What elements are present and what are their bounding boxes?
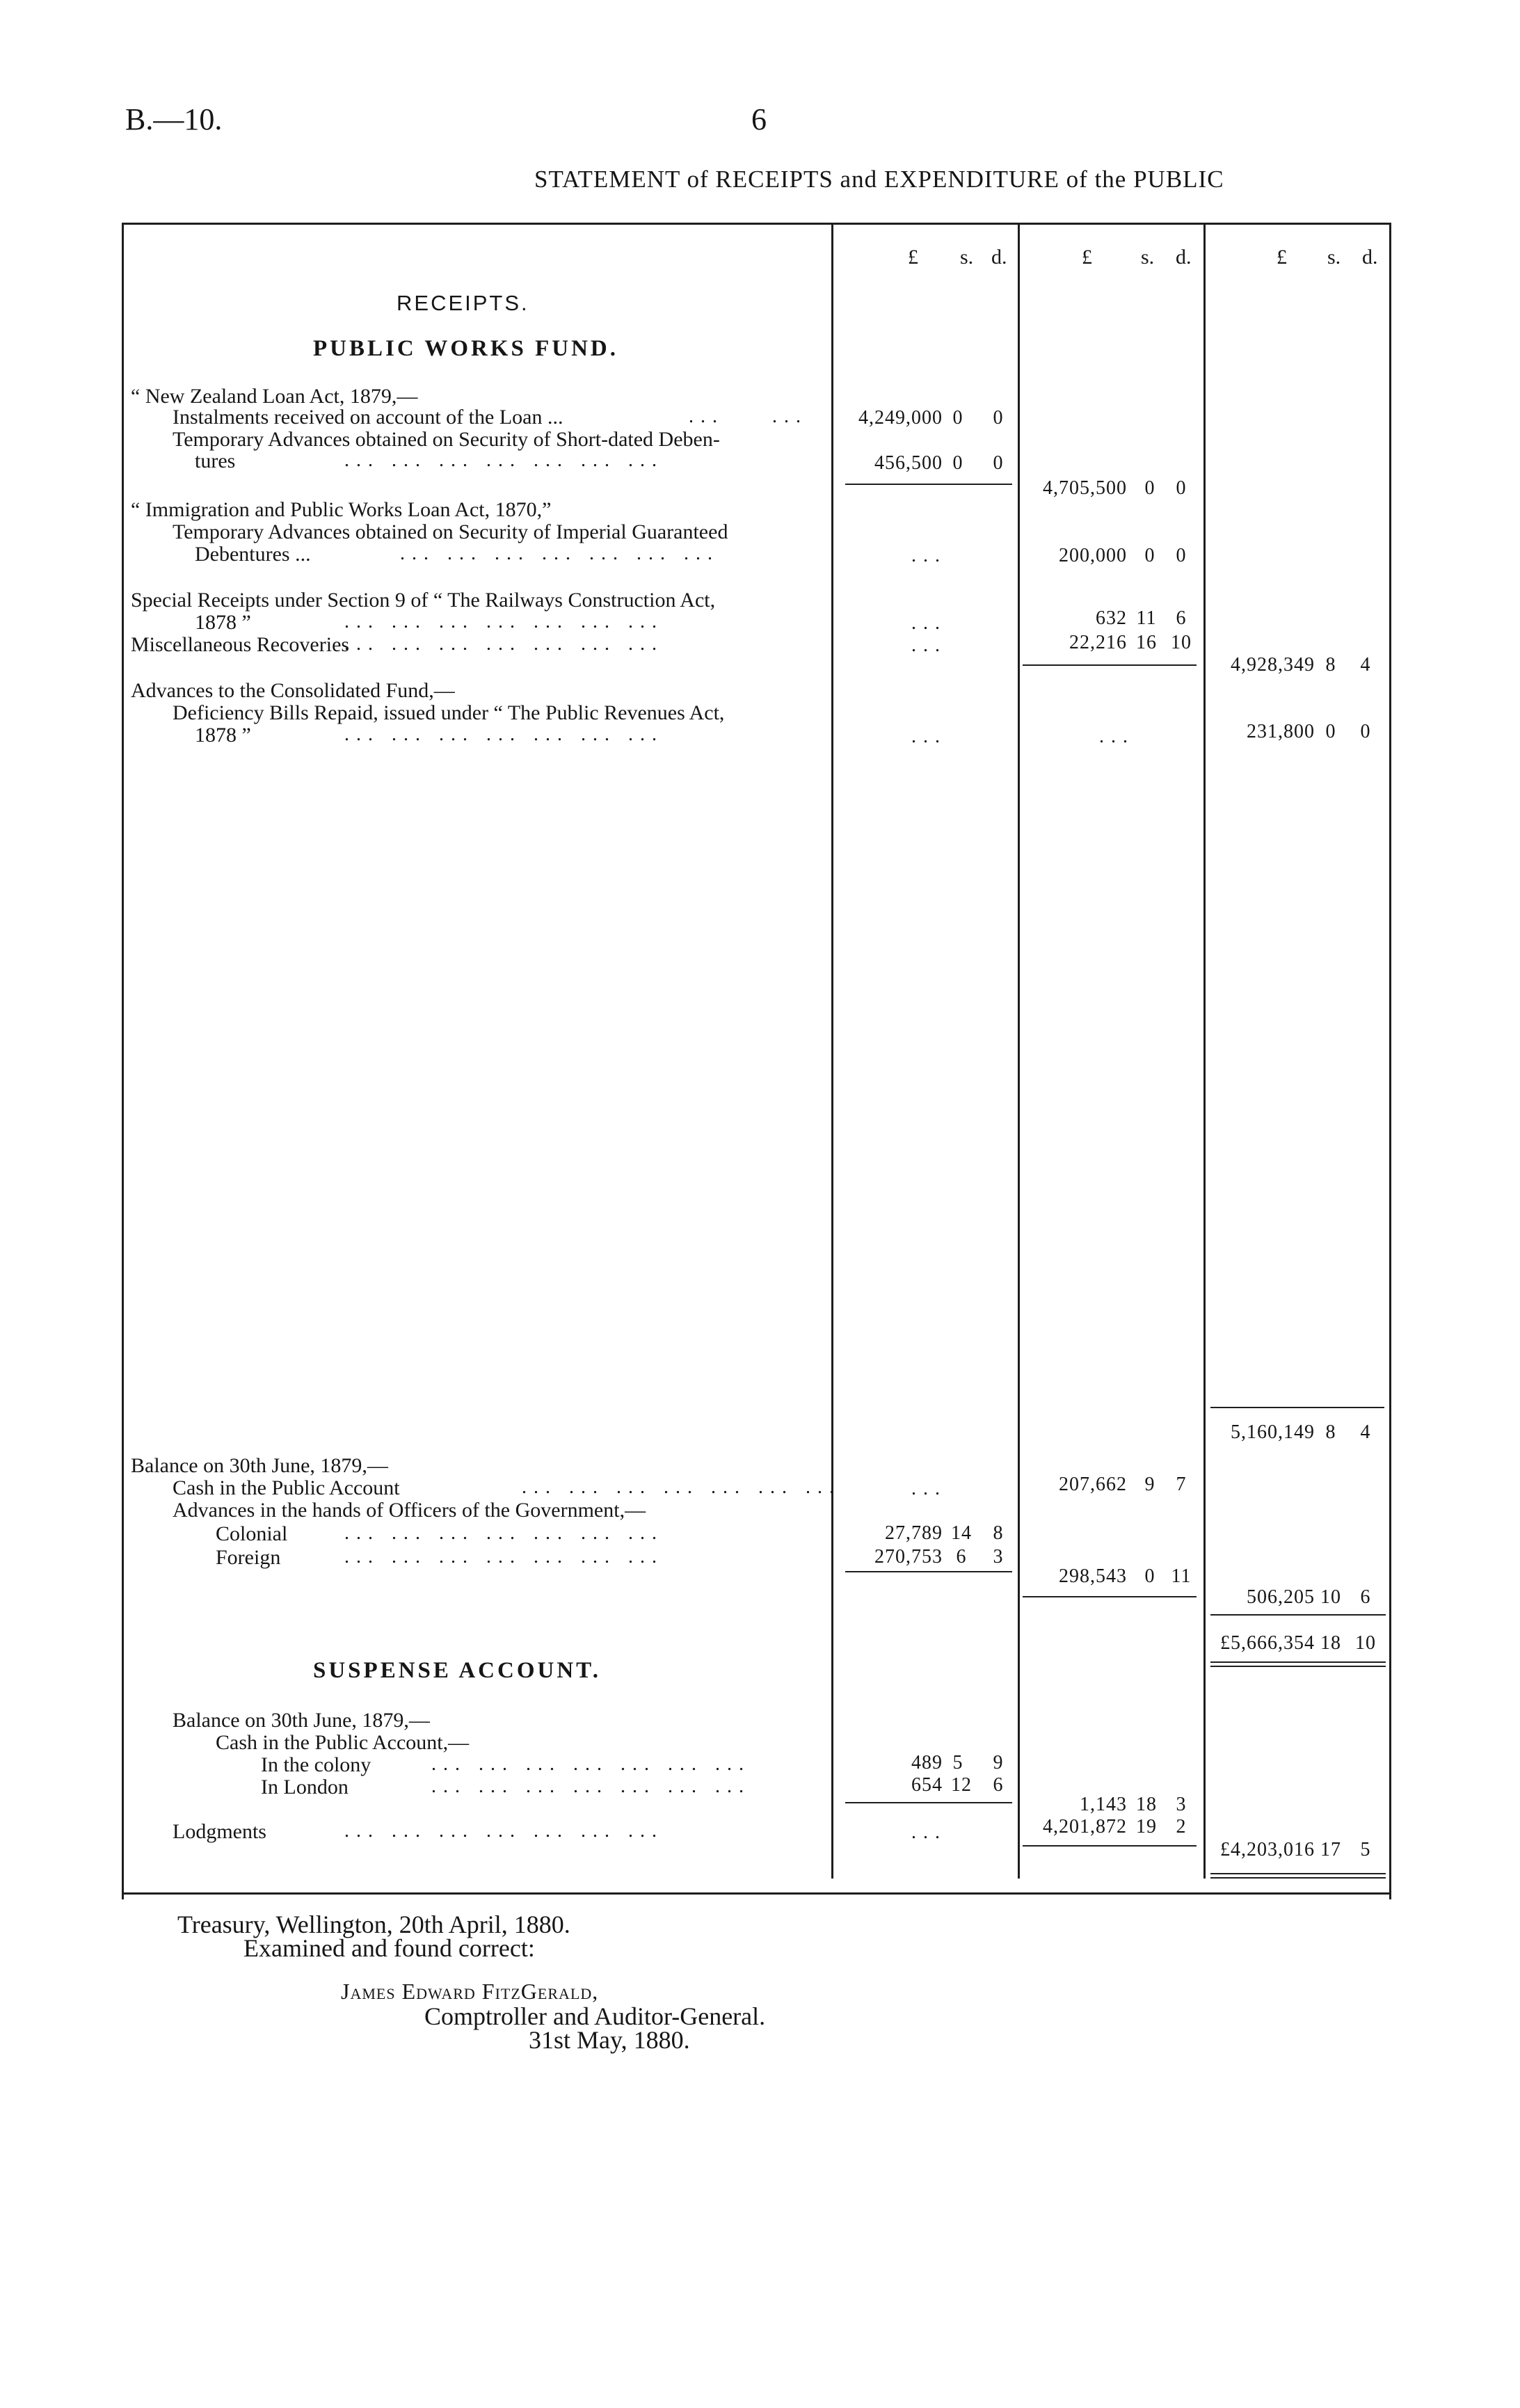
colonial-pence: 8 <box>993 1522 1004 1544</box>
column-divider-2 <box>1018 223 1020 1879</box>
lodgments-label: Lodgments <box>173 1820 266 1843</box>
colonial-label: Colonial <box>216 1522 288 1545</box>
total-double-rule <box>1210 1666 1386 1667</box>
special-receipts-label: Special Receipts under Section 9 of “ The Railways Construction Act, <box>131 589 716 612</box>
instalments-pence: 0 <box>993 407 1004 429</box>
nz-loan-total-shillings: 0 <box>1144 477 1155 499</box>
suspense-cash-pence: 3 <box>1176 1794 1187 1815</box>
misc-recoveries-shillings: 16 <box>1136 632 1157 653</box>
temp-advances-label-cont: tures <box>195 449 236 472</box>
leader-dots: ... <box>1099 726 1135 747</box>
subtotal-shillings: 8 <box>1325 1421 1336 1443</box>
immigration-act-label: “ Immigration and Public Works Loan Act, 1870,” <box>131 498 552 521</box>
nz-loan-total-pounds: 4,705,500 <box>1043 477 1127 499</box>
leader-dots: ... ... ... ... ... ... ... <box>431 1753 751 1775</box>
subtotal-rule <box>845 1571 1012 1572</box>
instalments-label: Instalments received on account of the Loan ... <box>173 406 563 429</box>
leader-dots: ... <box>772 406 808 427</box>
foreign-pounds: 270,753 <box>874 1546 943 1568</box>
special-receipts-pounds: 632 <box>1096 607 1127 629</box>
advances-shillings: 0 <box>1325 721 1336 742</box>
examined-line: Examined and found correct: <box>243 1934 535 1962</box>
instalments-pounds: 4,249,000 <box>858 407 943 429</box>
page-title: STATEMENT of RECEIPTS and EXPENDITURE of the PUBLIC <box>534 166 1224 193</box>
treasury-line: Treasury, Wellington, 20th April, 1880. <box>177 1911 570 1938</box>
foreign-shillings: 6 <box>956 1546 967 1568</box>
leader-dots: ... ... ... ... ... ... ... <box>344 1820 664 1842</box>
cash-account-pounds: 207,662 <box>1059 1474 1127 1495</box>
leader-dots: ... ... ... ... ... ... ... <box>344 633 664 655</box>
special-receipts-label-cont: 1878 ” <box>195 611 251 634</box>
special-receipts-pence: 6 <box>1176 607 1187 629</box>
balance-label: Balance on 30th June, 1879,— <box>131 1454 388 1477</box>
officers-advances-label: Advances in the hands of Officers of the Government,— <box>173 1499 646 1522</box>
subtotal-rule <box>1023 664 1197 666</box>
colony-label: In the colony <box>261 1753 371 1776</box>
leader-dots: ... ... ... ... ... ... ... <box>522 1476 841 1498</box>
colonial-pounds: 27,789 <box>885 1522 943 1544</box>
leader-dots: ... ... ... ... ... ... ... <box>344 1522 664 1544</box>
leader-dots: ... <box>911 726 947 747</box>
nz-loan-total-pence: 0 <box>1176 477 1187 499</box>
advances-pounds: 231,800 <box>1247 721 1315 742</box>
subtotal-rule <box>845 484 1012 485</box>
leader-dots: ... <box>911 635 947 656</box>
leader-dots: ... ... ... ... ... ... ... <box>344 1546 664 1568</box>
column-divider-1 <box>831 223 833 1879</box>
suspense-heading: SUSPENSE ACCOUNT. <box>313 1658 601 1683</box>
grand-total-pounds: £5,666,354 <box>1220 1632 1315 1654</box>
london-label: In London <box>261 1776 349 1799</box>
leader-dots: ... ... ... ... ... ... ... <box>400 543 719 564</box>
leader-dots: ... <box>911 612 947 634</box>
grand-total-pence: 10 <box>1355 1632 1376 1654</box>
column-divider-3 <box>1203 223 1206 1879</box>
table-right-rule <box>1389 223 1391 1899</box>
suspense-cash-label: Cash in the Public Account,— <box>216 1731 470 1754</box>
grand-total-shillings: 18 <box>1320 1632 1341 1654</box>
balance-total-pence: 6 <box>1360 1586 1371 1608</box>
signatory-name: James Edward FitzGerald, <box>341 1979 599 2004</box>
officers-total-pence: 11 <box>1171 1565 1192 1587</box>
deficiency-bills-label: Deficiency Bills Repaid, issued under “ The Public Revenues Act, <box>173 701 725 724</box>
subtotal-pounds: 5,160,149 <box>1231 1421 1315 1443</box>
leader-dots: ... ... ... ... ... ... ... <box>344 611 664 632</box>
leader-dots: ... <box>689 406 724 427</box>
deficiency-bills-label-cont: 1878 ” <box>195 724 251 747</box>
document-ref: B.—10. <box>125 102 223 136</box>
signatory-office: Comptroller and Auditor-General. <box>424 2002 766 2030</box>
london-pence: 6 <box>993 1774 1004 1796</box>
immigration-pence: 0 <box>1176 545 1187 566</box>
suspense-cash-pounds: 1,143 <box>1080 1794 1127 1815</box>
instalments-shillings: 0 <box>952 407 963 429</box>
london-pounds: 654 <box>911 1774 943 1796</box>
cash-account-shillings: 9 <box>1144 1474 1155 1495</box>
lodgments-pounds: 4,201,872 <box>1043 1816 1127 1837</box>
table-bottom-rule <box>122 1892 1391 1895</box>
subtotal-rule <box>845 1802 1012 1803</box>
suspense-cash-shillings: 18 <box>1136 1794 1157 1815</box>
suspense-total-shillings: 17 <box>1320 1839 1341 1860</box>
subtotal-rule <box>1023 1596 1197 1597</box>
subtotal-pence: 4 <box>1360 1421 1371 1443</box>
officers-total-shillings: 0 <box>1144 1565 1155 1587</box>
suspense-balance-label: Balance on 30th June, 1879,— <box>173 1709 430 1732</box>
leader-dots: ... ... ... ... ... ... ... <box>344 724 664 745</box>
immigration-shillings: 0 <box>1144 545 1155 566</box>
table-left-rule <box>122 223 124 1899</box>
temp-advances-pence: 0 <box>993 452 1004 474</box>
fund-heading: PUBLIC WORKS FUND. <box>313 336 619 361</box>
london-shillings: 12 <box>951 1774 972 1796</box>
fund-total-pence: 4 <box>1360 654 1371 676</box>
immigration-advances-label: Temporary Advances obtained on Security of Imperial Guaranteed <box>173 520 728 543</box>
total-double-rule <box>1210 1873 1386 1874</box>
immigration-debentures-label: Debentures ... <box>195 543 311 566</box>
table-top-rule <box>122 223 1391 225</box>
leader-dots: ... <box>911 545 947 566</box>
colonial-shillings: 14 <box>951 1522 972 1544</box>
advances-pence: 0 <box>1360 721 1371 742</box>
balance-total-pounds: 506,205 <box>1247 1586 1315 1608</box>
immigration-pounds: 200,000 <box>1059 545 1127 566</box>
total-double-rule <box>1210 1661 1386 1663</box>
cash-account-pence: 7 <box>1176 1474 1187 1495</box>
receipts-heading: RECEIPTS. <box>397 291 529 315</box>
officers-total-pounds: 298,543 <box>1059 1565 1127 1587</box>
lodgments-shillings: 19 <box>1136 1816 1157 1837</box>
fund-total-pounds: 4,928,349 <box>1231 654 1315 676</box>
suspense-total-pounds: £4,203,016 <box>1220 1839 1315 1860</box>
balance-total-shillings: 10 <box>1320 1586 1341 1608</box>
total-double-rule <box>1210 1877 1386 1879</box>
misc-recoveries-pence: 10 <box>1171 632 1192 653</box>
page-number: 6 <box>751 102 767 136</box>
temp-advances-label: Temporary Advances obtained on Security of Short-dated Deben- <box>173 428 720 451</box>
leader-dots: ... <box>911 1478 947 1499</box>
leader-dots: ... ... ... ... ... ... ... <box>344 449 664 471</box>
subtotal-rule <box>1210 1407 1384 1408</box>
lodgments-pence: 2 <box>1176 1816 1187 1837</box>
colony-pence: 9 <box>993 1752 1004 1773</box>
total-rule <box>1210 1614 1386 1616</box>
special-receipts-shillings: 11 <box>1136 607 1157 629</box>
colony-shillings: 5 <box>952 1752 963 1773</box>
misc-recoveries-pounds: 22,216 <box>1069 632 1127 653</box>
suspense-total-pence: 5 <box>1360 1839 1371 1860</box>
foreign-label: Foreign <box>216 1546 281 1569</box>
nz-loan-act-label: “ New Zealand Loan Act, 1879,— <box>131 385 418 408</box>
advances-label: Advances to the Consolidated Fund,— <box>131 679 455 702</box>
foreign-pence: 3 <box>993 1546 1004 1568</box>
leader-dots: ... ... ... ... ... ... ... <box>431 1776 751 1797</box>
colony-pounds: 489 <box>911 1752 943 1773</box>
signatory-date: 31st May, 1880. <box>529 2026 690 2054</box>
cash-account-label: Cash in the Public Account <box>173 1476 400 1499</box>
temp-advances-shillings: 0 <box>952 452 963 474</box>
temp-advances-pounds: 456,500 <box>874 452 943 474</box>
misc-recoveries-label: Miscellaneous Recoveries <box>131 633 350 656</box>
subtotal-rule <box>1023 1845 1197 1847</box>
fund-total-shillings: 8 <box>1325 654 1336 676</box>
leader-dots: ... <box>911 1821 947 1843</box>
